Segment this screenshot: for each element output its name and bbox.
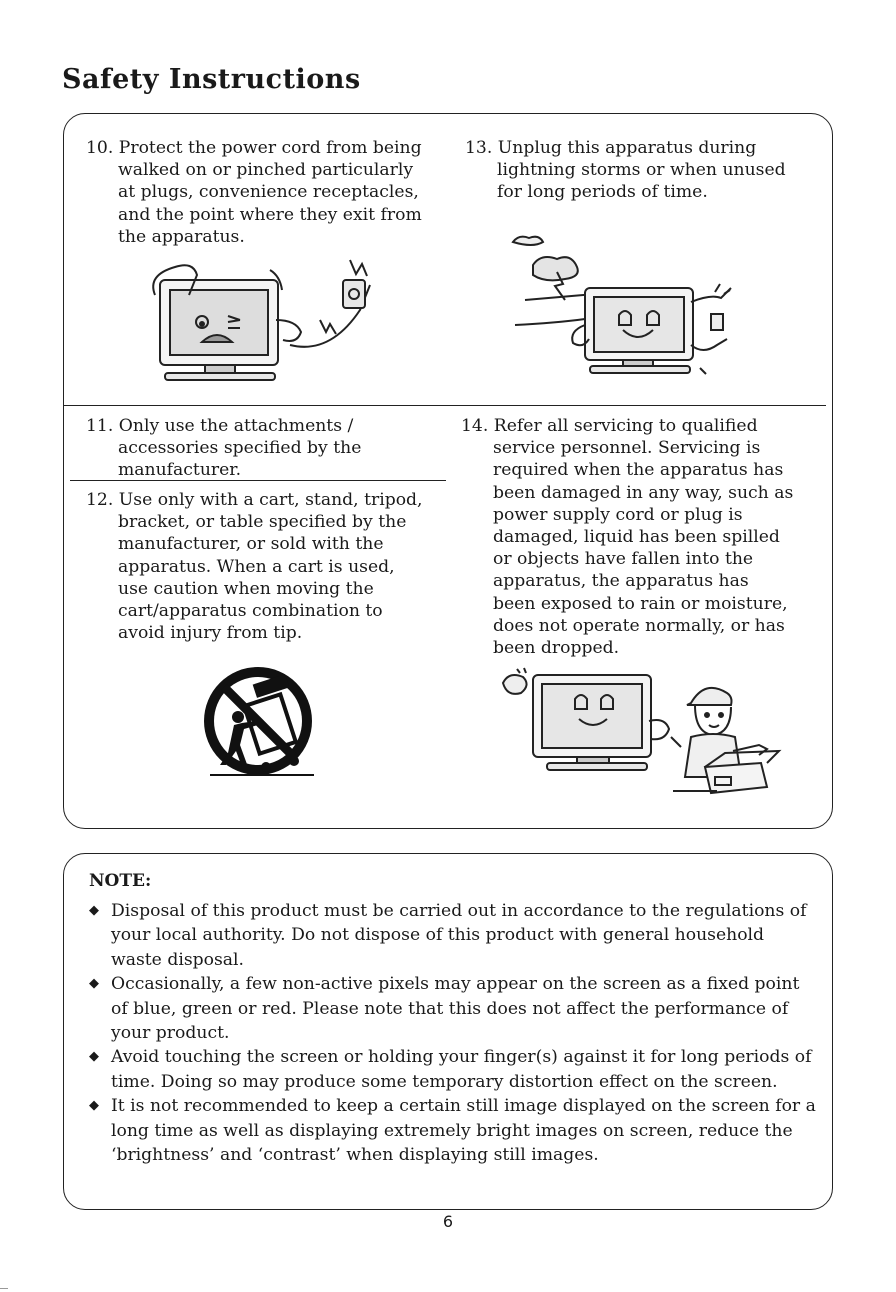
diamond-bullet-icon: ◆ [89,976,99,992]
tv-unplug-lightning-illustration [505,230,750,380]
note-item-text: It is not recommended to keep a certain still image displayed on the screen for a long time as well as displaying extremely bright images on screen, reduce the ‘brightness’ and ‘contrast’ when displaying still images. [111,1096,816,1166]
item-13 [465,137,815,204]
item-12-text: 12. Use only with a cart, stand, tripod, bracket, or table specified by the manufacturer, or sold with the apparatus. When a cart is used, use caution when moving the cart/apparatus combination to avoid injury from tip. [86,490,423,644]
row-divider [64,405,826,406]
item-13-text: 13. Unplug this apparatus during lightning storms or when unused for long periods of time. [465,138,786,203]
tv-service-technician-illustration [495,665,785,815]
diamond-bullet-icon: ◆ [89,1098,99,1114]
diamond-bullet-icon: ◆ [89,1049,99,1065]
page-edge-mark [0,1288,8,1289]
note-item-text: Disposal of this product must be carried out in accordance to the regulations of your local authority. Do not dispose of this product with general household waste disposal. [111,901,807,970]
note-item-text: Avoid touching the screen or holding your finger(s) against it for long periods of time. Doing so may produce some temporary distortion effect on the screen. [111,1047,812,1092]
item-11-text: 11. Only use the attachments / accessories specified by the manufacturer. [86,416,362,481]
note-item [89,1094,819,1167]
page-title: Safety Instructions [62,64,361,95]
diamond-bullet-icon: ◆ [89,903,99,918]
note-item [89,972,819,1045]
item-10-text: 10. Protect the power cord from being walked on or pinched particularly at plugs, convenience receptacles, and the point where they exit from the apparatus. [86,138,422,247]
item-12 [86,489,458,644]
note-item-text: Occasionally, a few non-active pixels may appear on the screen as a fixed point of blue, green or red. Please note that this does not affect the performance of your product. [111,974,800,1044]
page-number: 6 [442,1212,454,1231]
note-list [89,899,819,1167]
item-11 [86,415,446,482]
tv-power-cord-pinched-illustration [140,250,390,385]
item-14-text: 14. Refer all servicing to qualified service personnel. Servicing is required when the apparatus has been damaged in any way, such as power supply cord or plug is damaged, liquid has been spilled or objects have fallen into the apparatus, the apparatus has been exposed to rain or moisture, does not operate normally, or has been dropped. [461,416,794,659]
item-14 [461,415,823,659]
note-item [89,1045,819,1094]
item-10 [86,137,458,248]
note-item [89,899,819,972]
note-title: NOTE: [89,871,152,891]
cart-tip-over-warning-icon [196,663,320,781]
